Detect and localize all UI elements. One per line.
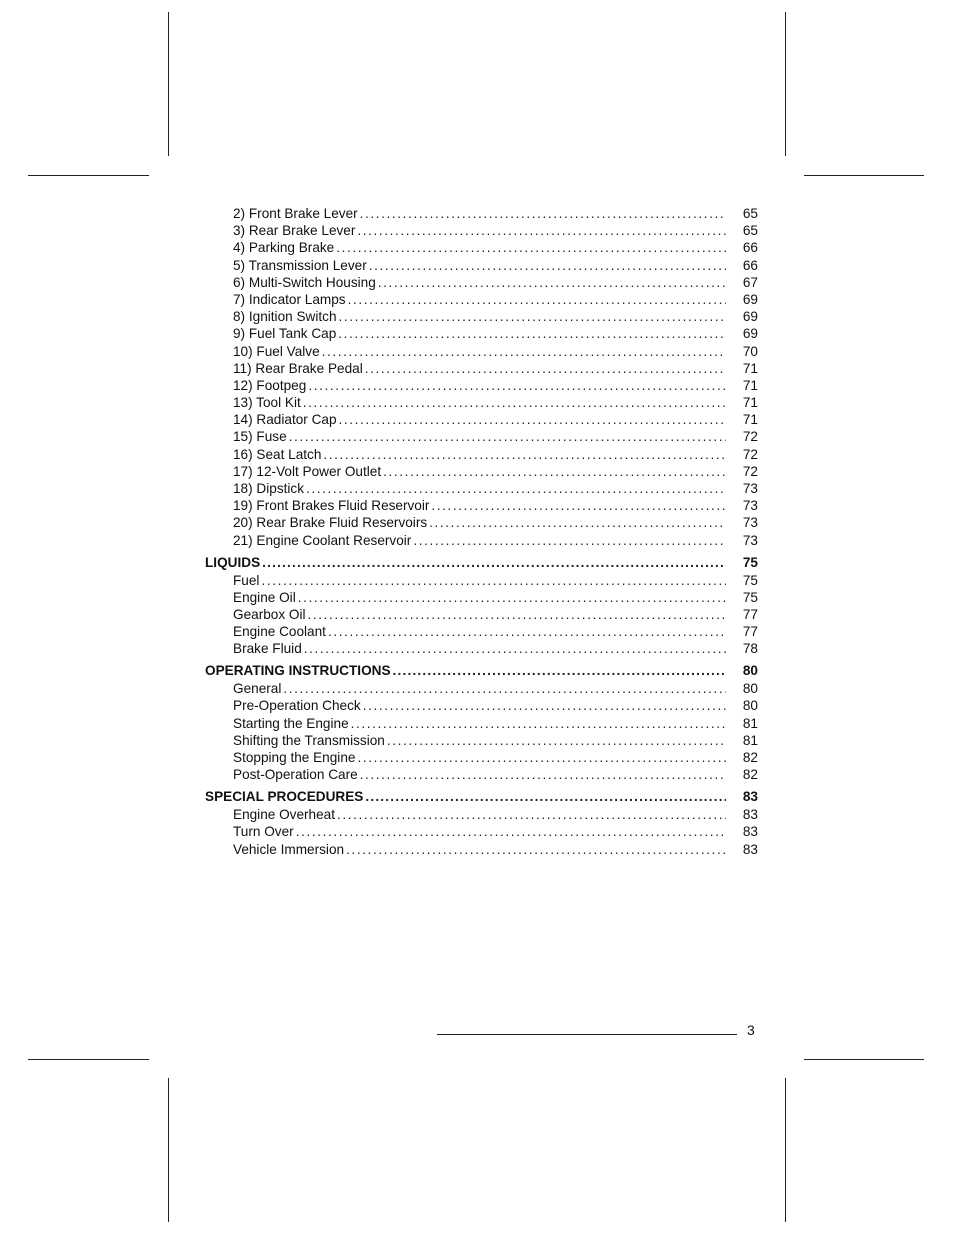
toc-entry-page: 75 [742, 572, 758, 588]
toc-entry-title: Fuel [233, 572, 260, 588]
toc-entry-title: 10) Fuel Valve [233, 343, 320, 359]
leader-dots [322, 343, 726, 360]
toc-entry-title: 2) Front Brake Lever [233, 206, 358, 221]
crop-mark [168, 12, 169, 156]
toc-entry-page: 72 [742, 463, 758, 479]
page-number: 3 [747, 1022, 755, 1038]
crop-mark [804, 175, 924, 176]
toc-entry-title: Engine Overheat [233, 807, 336, 823]
toc-entry-page: 66 [742, 257, 758, 273]
toc-entry-page: 75 [742, 589, 758, 605]
toc-section-heading [205, 554, 758, 572]
leader-dots [306, 480, 726, 497]
toc-section-heading [205, 662, 758, 680]
toc-entry-title: 6) Multi-Switch Housing [233, 274, 376, 290]
leader-dots [338, 325, 726, 342]
toc-entry-page: 73 [742, 481, 758, 496]
toc-entry-page: 83 [742, 841, 758, 857]
leader-dots [431, 497, 726, 514]
leader-dots [339, 411, 726, 428]
toc-entry [205, 749, 758, 766]
leader-dots [304, 640, 726, 657]
toc-entry-page: 69 [742, 309, 758, 325]
toc-entry [205, 766, 758, 783]
toc-entry-title: 7) Indicator Lamps [233, 291, 346, 307]
toc-entry-page: 65 [742, 206, 758, 221]
leader-dots [360, 766, 726, 783]
toc-entry-page: 69 [742, 326, 758, 342]
toc-section-page: 80 [742, 663, 758, 679]
crop-mark [785, 12, 786, 156]
toc-entry-title: 3) Rear Brake Lever [233, 223, 356, 239]
toc-entry [205, 623, 758, 640]
toc-entry [205, 291, 758, 308]
toc-entry-title: Turn Over [233, 824, 294, 840]
leader-dots [336, 239, 726, 256]
toc-entry [205, 572, 758, 589]
crop-mark [804, 1059, 924, 1060]
toc-entry [205, 239, 758, 256]
toc-entry-page: 77 [742, 606, 758, 622]
leader-dots [262, 554, 726, 571]
toc-entry-page: 70 [742, 343, 758, 359]
toc-entry-title: 13) Tool Kit [233, 395, 301, 411]
leader-dots [323, 446, 726, 463]
toc-entry-page: 77 [742, 624, 758, 640]
toc-entry [205, 394, 758, 411]
leader-dots [261, 572, 726, 589]
toc-entry [205, 732, 758, 749]
leader-dots [289, 428, 726, 445]
toc-entry [205, 823, 758, 840]
leader-dots [328, 623, 726, 640]
toc-entry-title: 12) Footpeg [233, 377, 307, 393]
leader-dots [383, 463, 726, 480]
toc-entry-title: 15) Fuse [233, 429, 287, 445]
toc-section-page: 83 [742, 789, 758, 805]
toc-entry-page: 83 [742, 824, 758, 840]
leader-dots [413, 532, 726, 549]
leader-dots [365, 360, 726, 377]
toc-entry-page: 71 [742, 395, 758, 411]
toc-entry [205, 532, 758, 549]
toc-entry [205, 480, 758, 497]
leader-dots [303, 394, 726, 411]
toc-entry [205, 463, 758, 480]
toc-entry-title: 11) Rear Brake Pedal [233, 360, 363, 376]
toc-entry-title: 17) 12-Volt Power Outlet [233, 463, 382, 479]
leader-dots [387, 732, 726, 749]
toc-entry [205, 343, 758, 360]
toc-entry-title: Post-Operation Care [233, 767, 358, 783]
leader-dots [346, 841, 726, 858]
toc-entry-page: 81 [742, 715, 758, 731]
toc-section-title: SPECIAL PROCEDURES [205, 789, 364, 805]
toc-entry-title: Brake Fluid [233, 641, 302, 657]
crop-mark [28, 1059, 149, 1060]
toc-entry [205, 428, 758, 445]
toc-entry-page: 66 [742, 240, 758, 256]
toc-entry-page: 80 [742, 681, 758, 697]
toc-entry [205, 411, 758, 428]
toc-entry-title: 8) Ignition Switch [233, 309, 337, 325]
toc-entry-title: 16) Seat Latch [233, 446, 322, 462]
leader-dots [296, 823, 726, 840]
toc-section-title: LIQUIDS [205, 554, 261, 570]
toc-entry-page: 80 [742, 698, 758, 714]
toc-entry [205, 257, 758, 274]
leader-dots [360, 205, 726, 222]
toc-entry [205, 606, 758, 623]
leader-dots [308, 606, 726, 623]
toc-entry [205, 222, 758, 239]
toc-entry-page: 83 [742, 807, 758, 823]
leader-dots [357, 749, 726, 766]
toc-entry-title: 5) Transmission Lever [233, 257, 367, 273]
leader-dots [363, 697, 726, 714]
crop-mark [28, 175, 149, 176]
toc-entry-page: 73 [742, 515, 758, 531]
toc-entry-title: Engine Coolant [233, 624, 326, 640]
toc-entry-page: 82 [742, 767, 758, 783]
toc-entry-title: 4) Parking Brake [233, 240, 335, 256]
toc-entry [205, 514, 758, 531]
toc-entry-title: 9) Fuel Tank Cap [233, 326, 337, 342]
toc-entry-title: Pre-Operation Check [233, 698, 361, 714]
toc-entry-title: Engine Oil [233, 589, 296, 605]
crop-mark [168, 1078, 169, 1222]
toc-entry [205, 360, 758, 377]
toc-entry-page: 71 [742, 377, 758, 393]
leader-dots [393, 662, 726, 679]
toc-entry [205, 715, 758, 732]
leader-dots [298, 589, 726, 606]
toc-entry-page: 67 [742, 274, 758, 290]
leader-dots [337, 806, 726, 823]
toc-entry-title: 21) Engine Coolant Reservoir [233, 532, 412, 548]
toc-entry-title: Gearbox Oil [233, 606, 306, 622]
toc-entry [205, 274, 758, 291]
toc-section-page: 75 [742, 554, 758, 570]
toc-entry-title: 20) Rear Brake Fluid Reservoirs [233, 515, 428, 531]
toc-entry [205, 308, 758, 325]
toc-entry-page: 72 [742, 429, 758, 445]
toc-entry [205, 205, 758, 222]
leader-dots [348, 291, 726, 308]
toc-section-heading [205, 788, 758, 806]
toc-entry-page: 73 [742, 498, 758, 514]
footer-rule [437, 1034, 737, 1035]
leader-dots [429, 514, 726, 531]
toc-entry [205, 697, 758, 714]
toc-entry-page: 71 [742, 412, 758, 428]
leader-dots [283, 680, 726, 697]
toc-entry-title: Shifting the Transmission [233, 732, 385, 748]
leader-dots [357, 222, 726, 239]
toc-entry [205, 806, 758, 823]
toc-entry-title: Stopping the Engine [233, 750, 356, 766]
toc-entry-page: 81 [742, 732, 758, 748]
toc-entry-page: 72 [742, 446, 758, 462]
toc-entry-title: 19) Front Brakes Fluid Reservoir [233, 498, 430, 514]
leader-dots [378, 274, 726, 291]
toc-entry-page: 82 [742, 750, 758, 766]
toc-entry [205, 841, 758, 858]
toc-entry [205, 589, 758, 606]
toc-section-title: OPERATING INSTRUCTIONS [205, 663, 391, 679]
leader-dots [308, 377, 726, 394]
toc-entry-page: 73 [742, 532, 758, 548]
toc-entry [205, 377, 758, 394]
toc-entry-page: 78 [742, 641, 758, 657]
toc-entry-page: 69 [742, 291, 758, 307]
leader-dots [351, 715, 726, 732]
toc-entry-title: General [233, 681, 282, 697]
toc-entry-title: Starting the Engine [233, 715, 349, 731]
toc-entry [205, 640, 758, 657]
toc-entry [205, 497, 758, 514]
table-of-contents [205, 205, 758, 858]
leader-dots [339, 308, 726, 325]
toc-entry-title: 14) Radiator Cap [233, 412, 337, 428]
toc-entry-page: 65 [742, 223, 758, 239]
leader-dots [365, 788, 726, 805]
toc-entry [205, 446, 758, 463]
toc-entry-title: 18) Dipstick [233, 481, 305, 496]
toc-entry [205, 325, 758, 342]
leader-dots [369, 257, 726, 274]
crop-mark [785, 1078, 786, 1222]
toc-entry-page: 71 [742, 360, 758, 376]
toc-entry-title: Vehicle Immersion [233, 841, 345, 857]
toc-entry [205, 680, 758, 697]
